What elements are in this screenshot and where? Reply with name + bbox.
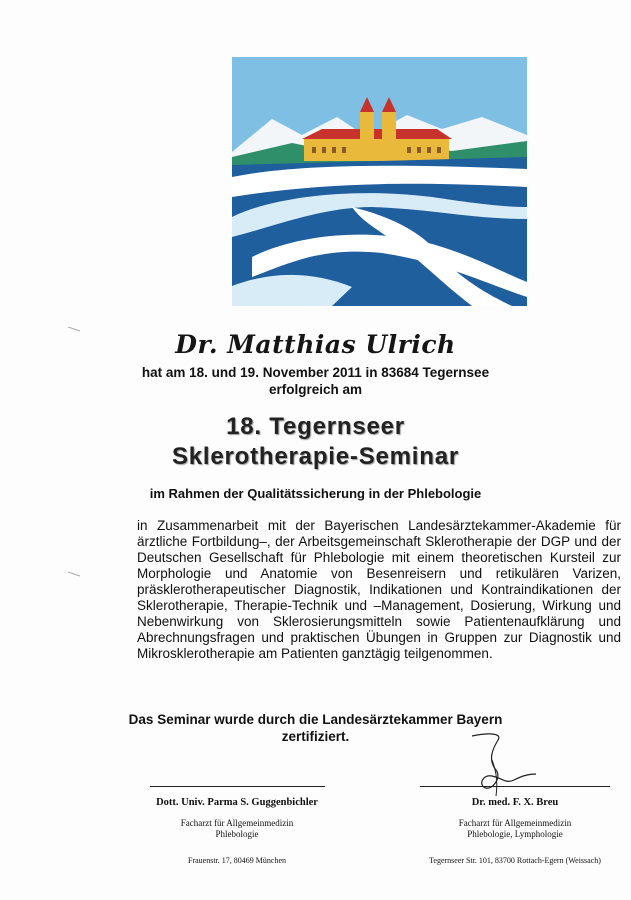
scan-mark [68, 571, 82, 577]
signatory-right-address: Tegernseer Str. 101, 83700 Rottach-Egern (Weissach) [429, 856, 601, 865]
signatory-right-role-line-1: Facharzt für Allgemeinmedizin [458, 818, 572, 828]
attendance-statement [0, 364, 631, 398]
signatory-right-name: Dr. med. F. X. Breu [471, 797, 559, 808]
signatory-left [112, 786, 362, 865]
seminar-context: im Rahmen der Qualitätssicherung in der Phlebologie [149, 486, 482, 501]
attendance-line-1: hat am 18. und 19. November 2011 in 83684 Tegernsee [141, 365, 490, 380]
signature-line-right [420, 786, 610, 787]
signatory-right-role-line-2: Phlebologie, Lymphologie [467, 829, 563, 839]
signatory-right [400, 786, 630, 865]
attendance-line-2: erfolgreich am [268, 382, 363, 397]
recipient-name: Dr. Matthias Ulrich [175, 330, 456, 359]
seminar-title-line-1: 18. Tegernseer [226, 413, 405, 440]
signatory-left-role-line-1: Facharzt für Allgemeinmedizin [180, 818, 294, 828]
certification-line-2: zertifiziert. [281, 729, 350, 744]
seminar-title [0, 412, 631, 472]
seminar-description: in Zusammenarbeit mit der Bayerischen Landesärztekammer-Akademie für ärztliche Fortbildung–, der Arbeitsgemeinschaft Sklerotherapie der DGP und der Deutschen Gesellschaft für Phlebologie mit einem theoretischen Kursteil zur Morphologie und Anatomie von Besenreisern und retikulären Varizen, präsklerotherapeutischer Diagnostik, Indikationen und Kontraindikationen der Sklerotherapie, Therapie-Technik und –Management, Dosierung, Wirkung und Nebenwirkung von Sklerosierungsmitteln sowie Patientenaufklärung und Abrechnungsfragen und praktischen Übungen in Gruppen zur Diagnostik und Mikrosklerotherapie am Patienten ganztägig teilgenommen. [137, 518, 621, 661]
scan-mark [68, 326, 82, 332]
tegernsee-logo [232, 57, 527, 306]
signatory-left-role-line-2: Phlebologie [215, 829, 259, 839]
signature-line-left [150, 786, 325, 787]
signatory-left-name: Dott. Univ. Parma S. Guggenbichler [156, 797, 318, 808]
signatory-right-role [400, 818, 630, 840]
certification-line-1: Das Seminar wurde durch die Landesärztekammer Bayern [128, 712, 503, 727]
signatory-left-address: Frauenstr. 17, 80469 München [188, 856, 286, 865]
signatory-left-role [112, 818, 362, 840]
seminar-title-line-2: Sklerotherapie-Seminar [171, 443, 460, 470]
